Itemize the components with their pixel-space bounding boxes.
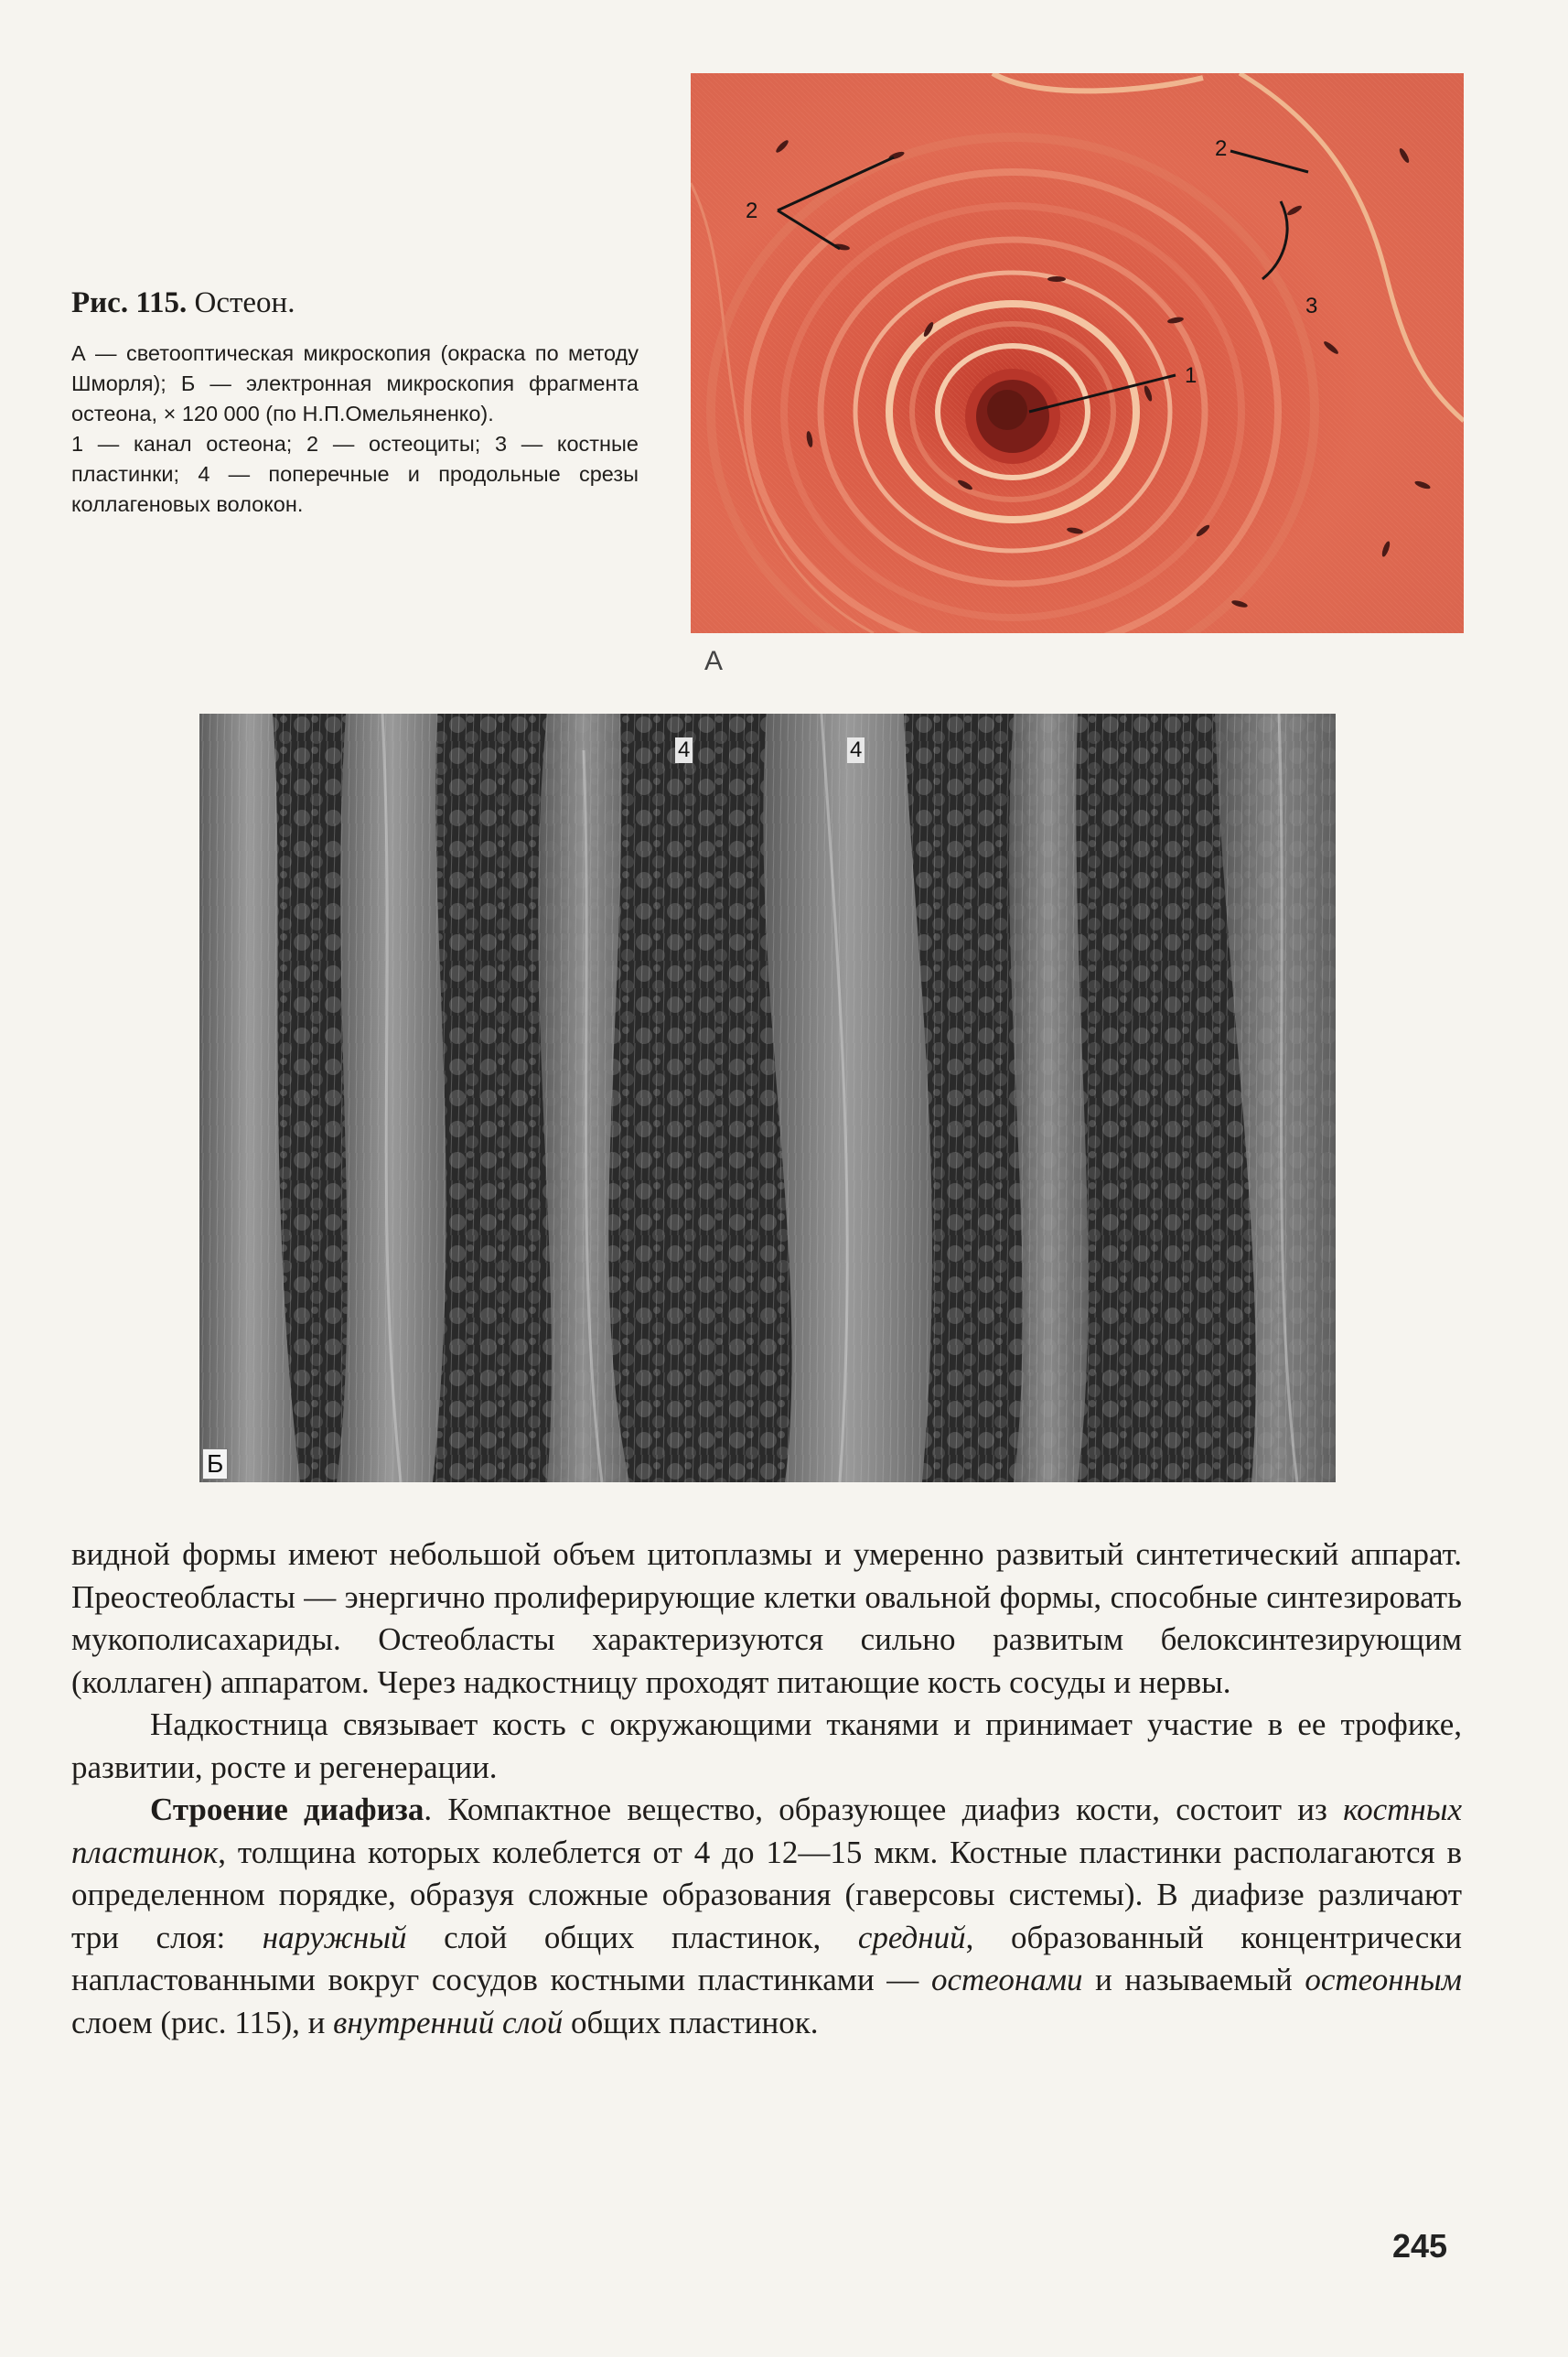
paragraph-3: Строение диафиза. Компактное вещество, образующее диафиз кости, состоит из костных пластинок, толщина которых колеблется от 4 до 12—15 мкм. Костные пластинки располагаются в определенном порядке, образуя сложные образования (гаверсовы системы). В диафизе различают три слоя: наружный слой общих пластинок, средний, образованный концентрически напластованными вокруг сосудов костными пластинками — остеонами и называемый остеонным слоем (рис. 115), и внутренний слой общих пластинок. <box>71 1792 1463 2040</box>
figure-a-label: А <box>704 646 724 676</box>
figure-number: Рис. 115. <box>71 286 188 319</box>
callout-4-left: 4 <box>675 737 693 763</box>
paragraph-1: видной формы имеют небольшой объем цитоплазмы и умеренно развитый синтетический аппарат. Преостеобласты — энергично пролиферирующие клетки овальной формы, способные синтезировать мукополисахариды. Остеобласты характеризуются сильно развитым белоксинтезирующим (коллаген) аппаратом. Через надкостницу проходят питающие кость сосуды и нервы. <box>71 1536 1462 1700</box>
term-middle: средний <box>857 1919 966 1955</box>
section-heading: Строение диафиза <box>150 1792 424 1827</box>
caption-legend: 1 — канал остеона; 2 — остеоциты; 3 — костные пластинки; 4 — поперечные и продольные срезы коллагеновых волокон. <box>71 431 639 516</box>
figure-a-micrograph <box>691 73 1464 633</box>
term-outer: наружный <box>262 1919 407 1955</box>
callout-3: 3 <box>1305 294 1318 318</box>
callout-2-right: 2 <box>1215 136 1228 161</box>
callout-2-left: 2 <box>746 199 758 223</box>
term-osteon-layer: остеонным <box>1305 1962 1462 1997</box>
figure-caption <box>71 285 639 520</box>
caption-title <box>71 285 639 322</box>
caption-description: А — светооптическая микроскопия (окраска по методу Шморля); Б — электронная микроскопия фрагмента остеона, × 120 000 (по Н.П.Омельяненко). <box>71 340 639 425</box>
term-inner-layer: внутренний слой <box>333 2004 564 2040</box>
figure-title: Остеон. <box>194 286 295 319</box>
callout-4-right: 4 <box>847 737 865 763</box>
callout-1: 1 <box>1185 363 1197 388</box>
figure-b-micrograph <box>199 714 1336 1482</box>
paragraph-2: Надкостница связывает кость с окружающими тканями и принимает участие в ее трофике, развитии, росте и регенерации. <box>71 1706 1462 1785</box>
term-bone-lamellae: костных пластинок <box>71 1792 1463 1870</box>
term-osteons: остеонами <box>930 1962 1083 1997</box>
page-number: 245 <box>1392 2227 1448 2265</box>
body-text <box>71 1534 1462 2044</box>
figure-b-label: Б <box>202 1448 228 1480</box>
